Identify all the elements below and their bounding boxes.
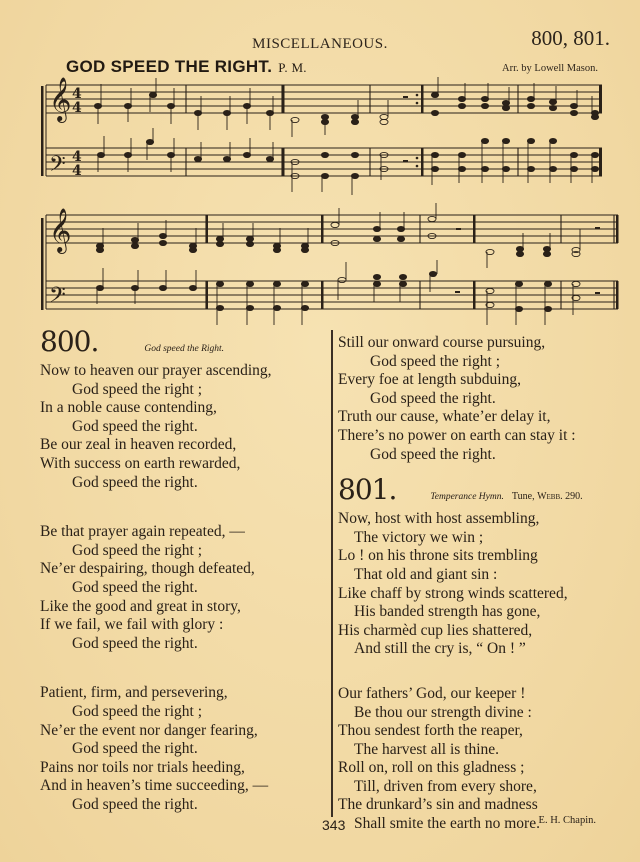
verse-line: Patient, firm, and persevering, <box>40 684 228 702</box>
hymn-number: 800. <box>40 325 99 358</box>
bass-clef-icon: 𝄢 <box>49 283 66 313</box>
verse-line: His banded strength has gone, <box>354 603 541 621</box>
tune-prefix: Tune, <box>511 491 538 503</box>
hymn-subtitle: Temperance Hymn. <box>430 492 504 503</box>
verse-line: God speed the right. <box>72 795 198 813</box>
hymn-800-header <box>40 325 330 358</box>
svg-text:4: 4 <box>72 163 82 179</box>
verse-line: Shall smite the earth no more. <box>354 815 540 833</box>
verse-line: Be thou our strength divine : <box>354 703 532 721</box>
verse-line: With success on earth rewarded, <box>40 454 241 472</box>
arranger-credit: Arr. by Lowell Mason. <box>502 63 598 74</box>
verse-line: God speed the right. <box>72 473 198 491</box>
treble-clef-icon: 𝄞 <box>49 77 72 121</box>
verse-line: Be that prayer again repeated, — <box>40 523 245 541</box>
stanza <box>338 685 638 834</box>
hymn-subtitle: God speed the Right. <box>144 344 225 354</box>
verse-line: God speed the right ; <box>72 541 203 559</box>
verse-line: The victory we win ; <box>354 528 484 546</box>
system2-bass-staff <box>46 281 618 309</box>
verse-line: Now to heaven our prayer ascending, <box>40 362 272 379</box>
bass-clef-icon: 𝄢 <box>49 152 66 182</box>
stanza <box>40 684 330 814</box>
verse-line: God speed the right. <box>72 740 198 758</box>
tune-reference <box>512 491 583 502</box>
verse-line: Ne’er the event nor danger fearing, <box>40 721 258 739</box>
verse-line: Ne’er despairing, though defeated, <box>40 560 255 578</box>
column-divider <box>331 330 333 817</box>
verse-line: The harvest all is thine. <box>354 740 500 758</box>
verse-line: Till, driven from every shore, <box>354 777 537 795</box>
right-column <box>338 334 638 834</box>
svg-text:4: 4 <box>72 149 82 165</box>
verse-line: Lo ! on his throne sits trembling <box>338 547 538 565</box>
verse-line: God speed the right. <box>72 578 198 596</box>
verse-line: God speed the right. <box>72 634 198 652</box>
svg-text:4: 4 <box>72 86 82 102</box>
verse-line: God speed the right ; <box>72 380 203 398</box>
verse-line: Our fathers’ God, our keeper ! <box>338 684 526 702</box>
verse-line: God speed the right. <box>72 417 198 435</box>
author-credit: E. H. Chapin. <box>538 815 596 826</box>
verse-line: God speed the right ; <box>72 702 203 720</box>
treble-clef-icon: 𝄞 <box>49 208 72 252</box>
verse-line: There’s no power on earth can stay it : <box>338 426 576 444</box>
verse-line: In a noble cause contending, <box>40 399 217 417</box>
verse-line: God speed the right ; <box>370 352 501 370</box>
hymn-800-column <box>40 325 330 814</box>
verse-line: Now, host with host assembling, <box>338 510 540 528</box>
verse-line: Thou sendest forth the reaper, <box>338 722 523 740</box>
page-number: 343 <box>322 817 346 833</box>
running-head: MISCELLANEOUS. <box>252 36 388 52</box>
verse-line: Pains nor toils nor trials heeding, <box>40 758 245 776</box>
hymn-numbers: 800, 801. <box>531 26 610 50</box>
verse-line: If we fail, we fail with glory : <box>40 616 224 634</box>
verse-line: And in heaven’s time succeeding, — <box>40 777 269 795</box>
svg-text:4: 4 <box>72 100 82 116</box>
verse-line: The drunkard’s sin and madness <box>338 796 538 814</box>
verse-line: God speed the right. <box>370 445 496 463</box>
stanza <box>338 510 638 659</box>
verse-line: Be our zeal in heaven recorded, <box>40 436 237 454</box>
verse-line: Like chaff by strong winds scattered, <box>338 584 568 602</box>
verse-line: God speed the right. <box>370 389 496 407</box>
music-score <box>0 0 640 330</box>
verse-line: Every foe at length subduing, <box>338 371 521 389</box>
tune-number: 290. <box>565 491 583 503</box>
tune-meter: P. M. <box>278 60 307 75</box>
tune-title-text: GOD SPEED THE RIGHT. <box>66 57 273 76</box>
verse-line: And still the cry is, “ On ! ” <box>354 640 526 658</box>
stanza <box>338 334 638 464</box>
verse-line: Still our onward course pursuing, <box>338 334 546 351</box>
verse-line: That old and giant sin : <box>354 565 498 583</box>
verse-line: Like the good and great in story, <box>40 597 241 615</box>
tune-name: Webb. <box>537 491 563 503</box>
verse-line: Truth our cause, whate’er delay it, <box>338 408 551 426</box>
stanza <box>40 523 330 653</box>
hymn-801-header <box>338 473 638 507</box>
stanza <box>40 362 330 492</box>
hymn-number: 801. <box>338 473 397 507</box>
verse-line: His charmèd cup lies shattered, <box>338 621 533 639</box>
verse-line: Roll on, roll on this gladness ; <box>338 759 525 777</box>
